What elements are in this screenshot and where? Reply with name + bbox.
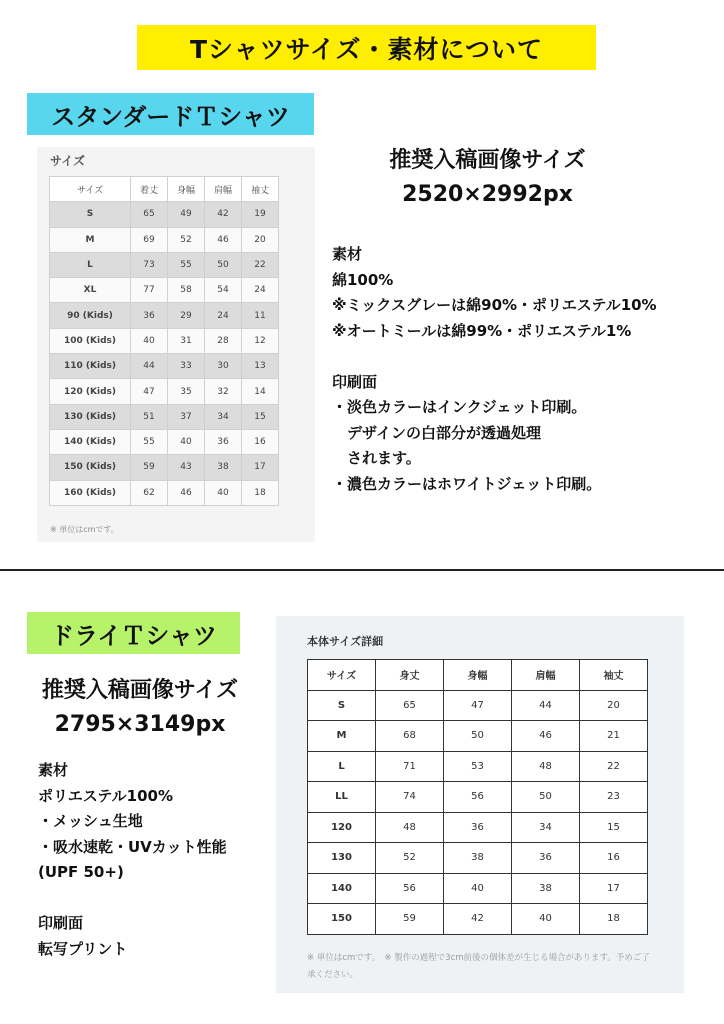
table-cell: 15 [580, 812, 648, 843]
table-cell: 49 [168, 202, 205, 227]
table-cell: L [308, 751, 376, 782]
table-cell: 44 [512, 690, 580, 721]
table-cell: 34 [205, 404, 242, 429]
standard-tshirt-label: スタンダードＴシャツ [27, 93, 314, 135]
table-cell: LL [308, 782, 376, 813]
table-cell: 68 [376, 721, 444, 752]
table-cell: 44 [131, 354, 168, 379]
table-cell: 50 [512, 782, 580, 813]
table-cell: 38 [444, 843, 512, 874]
table-row [308, 812, 648, 843]
table-cell: 17 [580, 873, 648, 904]
table-cell: 47 [131, 379, 168, 404]
table-row [308, 690, 648, 721]
table-cell: 23 [580, 782, 648, 813]
table-cell: 37 [168, 404, 205, 429]
table-header-cell: 身幅 [168, 177, 205, 202]
dry-tshirt-label: ドライＴシャツ [27, 612, 240, 654]
table-cell: 50 [205, 252, 242, 277]
table-cell: 46 [205, 227, 242, 252]
dry-size-heading: 推奨入稿画像サイズ [41, 678, 239, 703]
table-cell: 69 [131, 227, 168, 252]
standard-size-note: ※ 単位はcmです。 [50, 525, 119, 534]
table-cell: S [308, 690, 376, 721]
table-row [308, 782, 648, 813]
standard-size-heading: 推奨入稿画像サイズ [389, 148, 586, 173]
table-cell: 22 [580, 751, 648, 782]
table-header-cell: 袖丈 [242, 177, 279, 202]
table-cell: M [308, 721, 376, 752]
table-cell: 40 [444, 873, 512, 904]
table-cell: 110 (Kids) [50, 354, 131, 379]
table-cell: 32 [205, 379, 242, 404]
table-cell: 15 [242, 404, 279, 429]
table-cell: 62 [131, 480, 168, 505]
table-cell: 22 [242, 252, 279, 277]
table-cell: 59 [131, 455, 168, 480]
table-cell: 58 [168, 278, 205, 303]
table-cell: 42 [205, 202, 242, 227]
table-row [50, 227, 279, 252]
table-cell: 33 [168, 354, 205, 379]
table-row [50, 303, 279, 328]
table-cell: 52 [376, 843, 444, 874]
table-row [308, 873, 648, 904]
table-row [50, 404, 279, 429]
table-cell: 12 [242, 328, 279, 353]
table-cell: 16 [242, 429, 279, 454]
table-cell: 140 (Kids) [50, 429, 131, 454]
table-cell: 40 [168, 429, 205, 454]
table-header-cell: 身丈 [376, 660, 444, 691]
table-cell: 48 [512, 751, 580, 782]
table-cell: 40 [131, 328, 168, 353]
table-row [50, 354, 279, 379]
table-cell: 59 [376, 904, 444, 935]
table-header-cell: 肩幅 [512, 660, 580, 691]
table-cell: 100 (Kids) [50, 328, 131, 353]
table-row [308, 843, 648, 874]
table-cell: 14 [242, 379, 279, 404]
table-cell: 30 [205, 354, 242, 379]
table-cell: 130 [308, 843, 376, 874]
dry-size-note: ※ 単位はcmです。 ※ 製作の過程で3cm前後の個体差が生じる場合があります。予めご了承ください。 [307, 953, 650, 980]
table-cell: S [50, 202, 131, 227]
table-cell: 120 (Kids) [50, 379, 131, 404]
table-cell: XL [50, 278, 131, 303]
table-cell: 29 [168, 303, 205, 328]
table-cell: 21 [580, 721, 648, 752]
table-cell: 28 [205, 328, 242, 353]
dry-material-info: 素材 ポリエステル100% ・メッシュ生地 ・吸水速乾・UVカット性能 (UPF 50+) 印刷面 転写プリント [38, 761, 227, 958]
table-cell: 90 (Kids) [50, 303, 131, 328]
table-row [308, 751, 648, 782]
table-cell: 36 [205, 429, 242, 454]
table-cell: 43 [168, 455, 205, 480]
table-header-cell: 着丈 [131, 177, 168, 202]
table-cell: 46 [512, 721, 580, 752]
table-row [50, 455, 279, 480]
table-cell: 73 [131, 252, 168, 277]
standard-size-value: 2520×2992px [402, 182, 573, 207]
page-title: Tシャツサイズ・素材について [137, 25, 596, 70]
table-cell: 11 [242, 303, 279, 328]
table-cell: 35 [168, 379, 205, 404]
table-cell: 47 [444, 690, 512, 721]
standard-size-table [49, 176, 279, 506]
table-cell: 36 [444, 812, 512, 843]
table-cell: 20 [242, 227, 279, 252]
table-cell: 53 [444, 751, 512, 782]
table-cell: 46 [168, 480, 205, 505]
standard-recommended-size [350, 144, 625, 212]
table-cell: 77 [131, 278, 168, 303]
dry-size-table [307, 659, 648, 935]
table-row [50, 252, 279, 277]
table-cell: 40 [205, 480, 242, 505]
table-cell: 51 [131, 404, 168, 429]
table-header-cell: サイズ [50, 177, 131, 202]
table-header-row [308, 660, 648, 691]
table-cell: 150 (Kids) [50, 455, 131, 480]
table-cell: 31 [168, 328, 205, 353]
table-cell: 56 [376, 873, 444, 904]
table-cell: 36 [512, 843, 580, 874]
table-cell: 13 [242, 354, 279, 379]
table-cell: 24 [205, 303, 242, 328]
table-header-cell: サイズ [308, 660, 376, 691]
table-cell: 24 [242, 278, 279, 303]
table-row [50, 429, 279, 454]
table-cell: 140 [308, 873, 376, 904]
table-cell: 65 [131, 202, 168, 227]
section-divider [0, 569, 724, 571]
table-row [50, 278, 279, 303]
table-cell: 50 [444, 721, 512, 752]
table-row [50, 202, 279, 227]
table-cell: 65 [376, 690, 444, 721]
table-cell: 56 [444, 782, 512, 813]
table-header-cell: 身幅 [444, 660, 512, 691]
table-cell: M [50, 227, 131, 252]
table-cell: 71 [376, 751, 444, 782]
table-cell: 55 [168, 252, 205, 277]
table-cell: 130 (Kids) [50, 404, 131, 429]
table-cell: 150 [308, 904, 376, 935]
table-cell: 19 [242, 202, 279, 227]
table-header-row [50, 177, 279, 202]
table-row [308, 721, 648, 752]
table-cell: 38 [512, 873, 580, 904]
table-cell: 120 [308, 812, 376, 843]
table-row [308, 904, 648, 935]
table-cell: 18 [242, 480, 279, 505]
table-cell: L [50, 252, 131, 277]
table-cell: 48 [376, 812, 444, 843]
standard-size-table-title: サイズ [50, 154, 86, 168]
table-row [50, 379, 279, 404]
table-header-cell: 肩幅 [205, 177, 242, 202]
table-cell: 54 [205, 278, 242, 303]
table-cell: 40 [512, 904, 580, 935]
table-row [50, 480, 279, 505]
table-cell: 16 [580, 843, 648, 874]
table-cell: 55 [131, 429, 168, 454]
table-row [50, 328, 279, 353]
table-cell: 17 [242, 455, 279, 480]
table-cell: 20 [580, 690, 648, 721]
table-cell: 36 [131, 303, 168, 328]
table-cell: 74 [376, 782, 444, 813]
table-cell: 18 [580, 904, 648, 935]
standard-material-info: 素材 綿100% ※ミックスグレーは綿90%・ポリエステル10% ※オートミールは綿99%・ポリエステル1% 印刷面 ・淡色カラーはインクジェット印刷。 デザインの白部分が透過処理 されます。 ・濃色カラーはホワイトジェット印刷。 [332, 245, 657, 493]
dry-size-value: 2795×3149px [54, 712, 226, 737]
dry-recommended-size [27, 674, 253, 742]
table-cell: 42 [444, 904, 512, 935]
table-cell: 38 [205, 455, 242, 480]
table-cell: 52 [168, 227, 205, 252]
dry-size-table-title: 本体サイズ詳細 [307, 635, 384, 648]
table-header-cell: 袖丈 [580, 660, 648, 691]
table-cell: 160 (Kids) [50, 480, 131, 505]
table-cell: 34 [512, 812, 580, 843]
